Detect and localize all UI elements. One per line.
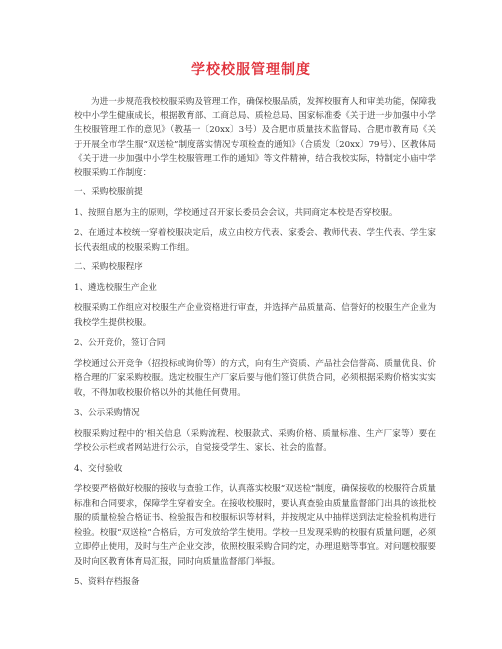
step-5-heading: 5、资料存档报备 [74,577,140,588]
document-body [74,95,436,590]
section-1-heading: 一、采购校服前提 [74,187,143,198]
step-4-text: 学校要严格做好校服的接收与查验工作，认真落实校服“双送检”制度，确保接收的校服符合质量标准和合同要求，保障学生穿着安全。在接收校服时，要认真查验由质量监督部门出具的该批校服的质量检验合格证书、检验报告和校服标识等材料，并按规定从中抽样送到法定检验机构进行检验。校服“双送检”合格后，方可发放给学生使用。学校一旦发现采购的校服有质量问题，必须立即停止使用，及时与生产企业交涉，依照校服采购合同约定，办理退赔等事宜。对问题校服要及时向区教育体育局汇报，同时向质量监督部门举报。 [74,484,436,567]
step-1-heading: 1、遴选校服生产企业 [74,282,157,293]
step-4-heading: 4、交付验收 [74,463,123,474]
section-1-item-1: 1、按照自愿为主的原则，学校通过召开家长委员会会议，共同商定本校是否穿校服。 [74,207,398,218]
page-title: 学校校服管理制度 [191,62,311,78]
step-1-text: 校服采购工作组应对校服生产企业资格进行审查，并选择产品质量高、信誉好的校服生产企业为我校学生提供校服。 [74,303,436,328]
step-2-text: 学校通过公开竞争（招投标或询价等）的方式，向有生产资质、产品社会信誉高、质量优良、价格合理的厂家采购校服。选定校服生产厂家后要与他们签订供货合同，必须根据采购价格实实实收，不得加收校服价格以外的其他任何费用。 [74,358,436,398]
intro-paragraph: 为进一步规范我校校服采购及管理工作，确保校服品质，发挥校服育人和审美功能，保障我校中小学生健康成长，根据教育部、工商总局、质检总局、国家标准委《关于进一步加强中小学生校服管理工作的意见》（教基一〔20xx〕3号）及合肥市质量技术监督局、合肥市教育局《关于开展全市学生服“双送检”制度落实情况专项检查的通知》（合质发〔20xx〕79号）、区教体局《关于进一步加强中小学生校服管理工作的通知》等文件精神，结合我校实际，特制定小庙中学校服采购工作制度： [74,97,436,179]
step-3-heading: 3、公示采购情况 [74,408,140,419]
section-1-item-2: 2、在通过本校统一穿着校服决定后，成立由校方代表、家委会、教师代表、学生代表、学生家长代表组成的校服采购工作组。 [74,228,436,253]
step-3-text: 校服采购过程中的'相关信息（采购流程、校服款式、采购价格、质量标准、生产厂家等）要在学校公示栏或者网站进行公示，自觉接受学生、家长、社会的监督。 [74,428,436,454]
step-2-heading: 2、公开竞价，签订合同 [74,338,166,349]
section-2-heading: 二、采购校服程序 [74,262,143,273]
